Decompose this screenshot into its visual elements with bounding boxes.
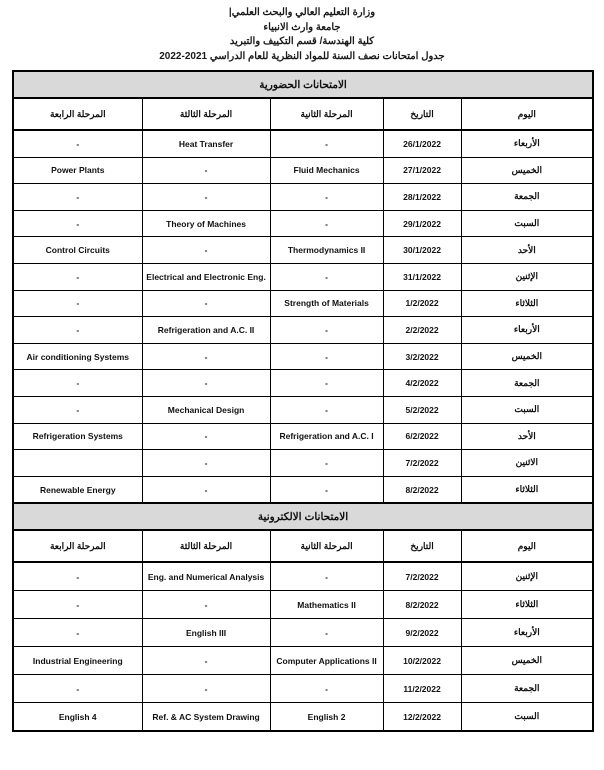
- exam-row: [13, 184, 593, 211]
- exam-row: [13, 703, 593, 732]
- column-header-stage2: المرحلة الثانية: [270, 98, 383, 130]
- exam-row: [13, 450, 593, 477]
- exam-row: [13, 591, 593, 619]
- date-cell: 2/2/2022: [383, 317, 461, 344]
- stage4-subject-cell: Control Circuits: [13, 237, 142, 264]
- column-header-row: [13, 98, 593, 130]
- date-cell: 7/2/2022: [383, 562, 461, 591]
- stage4-subject-cell: [13, 450, 142, 477]
- exam-row: [13, 476, 593, 503]
- column-header-date: التاريخ: [383, 530, 461, 562]
- stage4-subject-cell: Refrigeration Systems: [13, 423, 142, 450]
- column-header-stage3: المرحلة الثالثة: [142, 98, 270, 130]
- exam-schedule-table: [12, 70, 594, 732]
- section-title-row: [13, 71, 593, 98]
- stage3-subject-cell: Electrical and Electronic Eng.: [142, 263, 270, 290]
- day-cell: الإثنين: [461, 562, 593, 591]
- stage3-subject-cell: -: [142, 184, 270, 211]
- day-cell: الأحد: [461, 423, 593, 450]
- stage2-subject-cell: -: [270, 343, 383, 370]
- exam-row: [13, 130, 593, 157]
- date-cell: 30/1/2022: [383, 237, 461, 264]
- day-cell: الخميس: [461, 343, 593, 370]
- exam-row: [13, 647, 593, 675]
- exam-row: [13, 396, 593, 423]
- stage3-subject-cell: Theory of Machines: [142, 210, 270, 237]
- day-cell: الخميس: [461, 647, 593, 675]
- date-cell: 12/2/2022: [383, 703, 461, 732]
- stage2-subject-cell: -: [270, 263, 383, 290]
- stage3-subject-cell: -: [142, 647, 270, 675]
- stage2-subject-cell: -: [270, 619, 383, 647]
- day-cell: الإثنين: [461, 263, 593, 290]
- exam-row: [13, 562, 593, 591]
- date-cell: 28/1/2022: [383, 184, 461, 211]
- exam-row: [13, 423, 593, 450]
- stage4-subject-cell: Air conditioning Systems: [13, 343, 142, 370]
- day-cell: الجمعة: [461, 184, 593, 211]
- stage3-subject-cell: -: [142, 237, 270, 264]
- stage4-subject-cell: Industrial Engineering: [13, 647, 142, 675]
- date-cell: 5/2/2022: [383, 396, 461, 423]
- stage2-subject-cell: -: [270, 130, 383, 157]
- header-line-ministry: وزارة التعليم العالي والبحث العلمي|: [228, 7, 376, 18]
- stage4-subject-cell: Power Plants: [13, 157, 142, 184]
- day-cell: الجمعة: [461, 675, 593, 703]
- day-cell: السبت: [461, 703, 593, 732]
- column-header-row: [13, 530, 593, 562]
- day-cell: الأربعاء: [461, 317, 593, 344]
- day-cell: الثلاثاء: [461, 476, 593, 503]
- day-cell: الثلاثاء: [461, 591, 593, 619]
- stage3-subject-cell: -: [142, 343, 270, 370]
- column-header-stage2: المرحلة الثانية: [270, 530, 383, 562]
- stage3-subject-cell: -: [142, 591, 270, 619]
- stage2-subject-cell: Strength of Materials: [270, 290, 383, 317]
- day-cell: الجمعة: [461, 370, 593, 397]
- exam-row: [13, 237, 593, 264]
- day-cell: الأربعاء: [461, 619, 593, 647]
- stage4-subject-cell: -: [13, 317, 142, 344]
- stage2-subject-cell: Mathematics II: [270, 591, 383, 619]
- day-cell: السبت: [461, 210, 593, 237]
- section-title: الامتحانات الحضورية: [13, 71, 593, 98]
- date-cell: 3/2/2022: [383, 343, 461, 370]
- exam-row: [13, 263, 593, 290]
- date-cell: 6/2/2022: [383, 423, 461, 450]
- document-header: [0, 6, 604, 64]
- day-cell: السبت: [461, 396, 593, 423]
- date-cell: 9/2/2022: [383, 619, 461, 647]
- day-cell: الاثنين: [461, 450, 593, 477]
- date-cell: 8/2/2022: [383, 591, 461, 619]
- stage4-subject-cell: Renewable Energy: [13, 476, 142, 503]
- column-header-day: اليوم: [461, 98, 593, 130]
- date-cell: 26/1/2022: [383, 130, 461, 157]
- stage2-subject-cell: -: [270, 562, 383, 591]
- day-cell: الثلاثاء: [461, 290, 593, 317]
- date-cell: 7/2/2022: [383, 450, 461, 477]
- stage4-subject-cell: -: [13, 263, 142, 290]
- stage2-subject-cell: -: [270, 370, 383, 397]
- stage2-subject-cell: Thermodynamics II: [270, 237, 383, 264]
- stage3-subject-cell: -: [142, 157, 270, 184]
- stage3-subject-cell: Ref. & AC System Drawing: [142, 703, 270, 732]
- stage3-subject-cell: Eng. and Numerical Analysis: [142, 562, 270, 591]
- column-header-stage3: المرحلة الثالثة: [142, 530, 270, 562]
- stage4-subject-cell: -: [13, 675, 142, 703]
- stage2-subject-cell: -: [270, 476, 383, 503]
- date-cell: 31/1/2022: [383, 263, 461, 290]
- stage2-subject-cell: -: [270, 210, 383, 237]
- column-header-stage4: المرحلة الرابعة: [13, 98, 142, 130]
- stage3-subject-cell: Heat Transfer: [142, 130, 270, 157]
- exam-row: [13, 343, 593, 370]
- exam-row: [13, 619, 593, 647]
- exam-row: [13, 675, 593, 703]
- header-line-college-department: كلية الهندسة/ قسم التكييف والتبريد: [229, 36, 375, 47]
- stage2-subject-cell: -: [270, 675, 383, 703]
- section-title: الامتحانات الالكترونية: [13, 503, 593, 530]
- header-line-university: جامعة وارث الانبياء: [263, 21, 341, 33]
- stage2-subject-cell: English 2: [270, 703, 383, 732]
- stage2-subject-cell: -: [270, 396, 383, 423]
- header-line-schedule-title: جدول امتحانات نصف السنة للمواد النظرية للعام الدراسي 2021‏-‏2022: [159, 50, 445, 62]
- stage4-subject-cell: -: [13, 370, 142, 397]
- exam-row: [13, 370, 593, 397]
- date-cell: 8/2/2022: [383, 476, 461, 503]
- exam-row: [13, 210, 593, 237]
- stage3-subject-cell: -: [142, 476, 270, 503]
- stage2-subject-cell: Computer Applications II: [270, 647, 383, 675]
- stage4-subject-cell: -: [13, 290, 142, 317]
- section-title-row: [13, 503, 593, 530]
- date-cell: 29/1/2022: [383, 210, 461, 237]
- stage4-subject-cell: -: [13, 396, 142, 423]
- stage4-subject-cell: -: [13, 130, 142, 157]
- stage4-subject-cell: English 4: [13, 703, 142, 732]
- stage3-subject-cell: Refrigeration and A.C. II: [142, 317, 270, 344]
- stage2-subject-cell: -: [270, 184, 383, 211]
- stage4-subject-cell: -: [13, 210, 142, 237]
- stage3-subject-cell: -: [142, 370, 270, 397]
- stage2-subject-cell: -: [270, 317, 383, 344]
- stage4-subject-cell: -: [13, 619, 142, 647]
- exam-row: [13, 157, 593, 184]
- date-cell: 10/2/2022: [383, 647, 461, 675]
- stage3-subject-cell: -: [142, 675, 270, 703]
- day-cell: الأحد: [461, 237, 593, 264]
- stage2-subject-cell: Fluid Mechanics: [270, 157, 383, 184]
- day-cell: الخميس: [461, 157, 593, 184]
- exam-row: [13, 317, 593, 344]
- day-cell: الأربعاء: [461, 130, 593, 157]
- stage3-subject-cell: -: [142, 450, 270, 477]
- column-header-stage4: المرحلة الرابعة: [13, 530, 142, 562]
- date-cell: 1/2/2022: [383, 290, 461, 317]
- date-cell: 11/2/2022: [383, 675, 461, 703]
- stage4-subject-cell: -: [13, 562, 142, 591]
- exam-row: [13, 290, 593, 317]
- date-cell: 27/1/2022: [383, 157, 461, 184]
- stage2-subject-cell: -: [270, 450, 383, 477]
- stage4-subject-cell: -: [13, 591, 142, 619]
- date-cell: 4/2/2022: [383, 370, 461, 397]
- column-header-date: التاريخ: [383, 98, 461, 130]
- stage3-subject-cell: English III: [142, 619, 270, 647]
- stage3-subject-cell: -: [142, 290, 270, 317]
- stage3-subject-cell: Mechanical Design: [142, 396, 270, 423]
- stage3-subject-cell: -: [142, 423, 270, 450]
- column-header-day: اليوم: [461, 530, 593, 562]
- stage4-subject-cell: -: [13, 184, 142, 211]
- stage2-subject-cell: Refrigeration and A.C. I: [270, 423, 383, 450]
